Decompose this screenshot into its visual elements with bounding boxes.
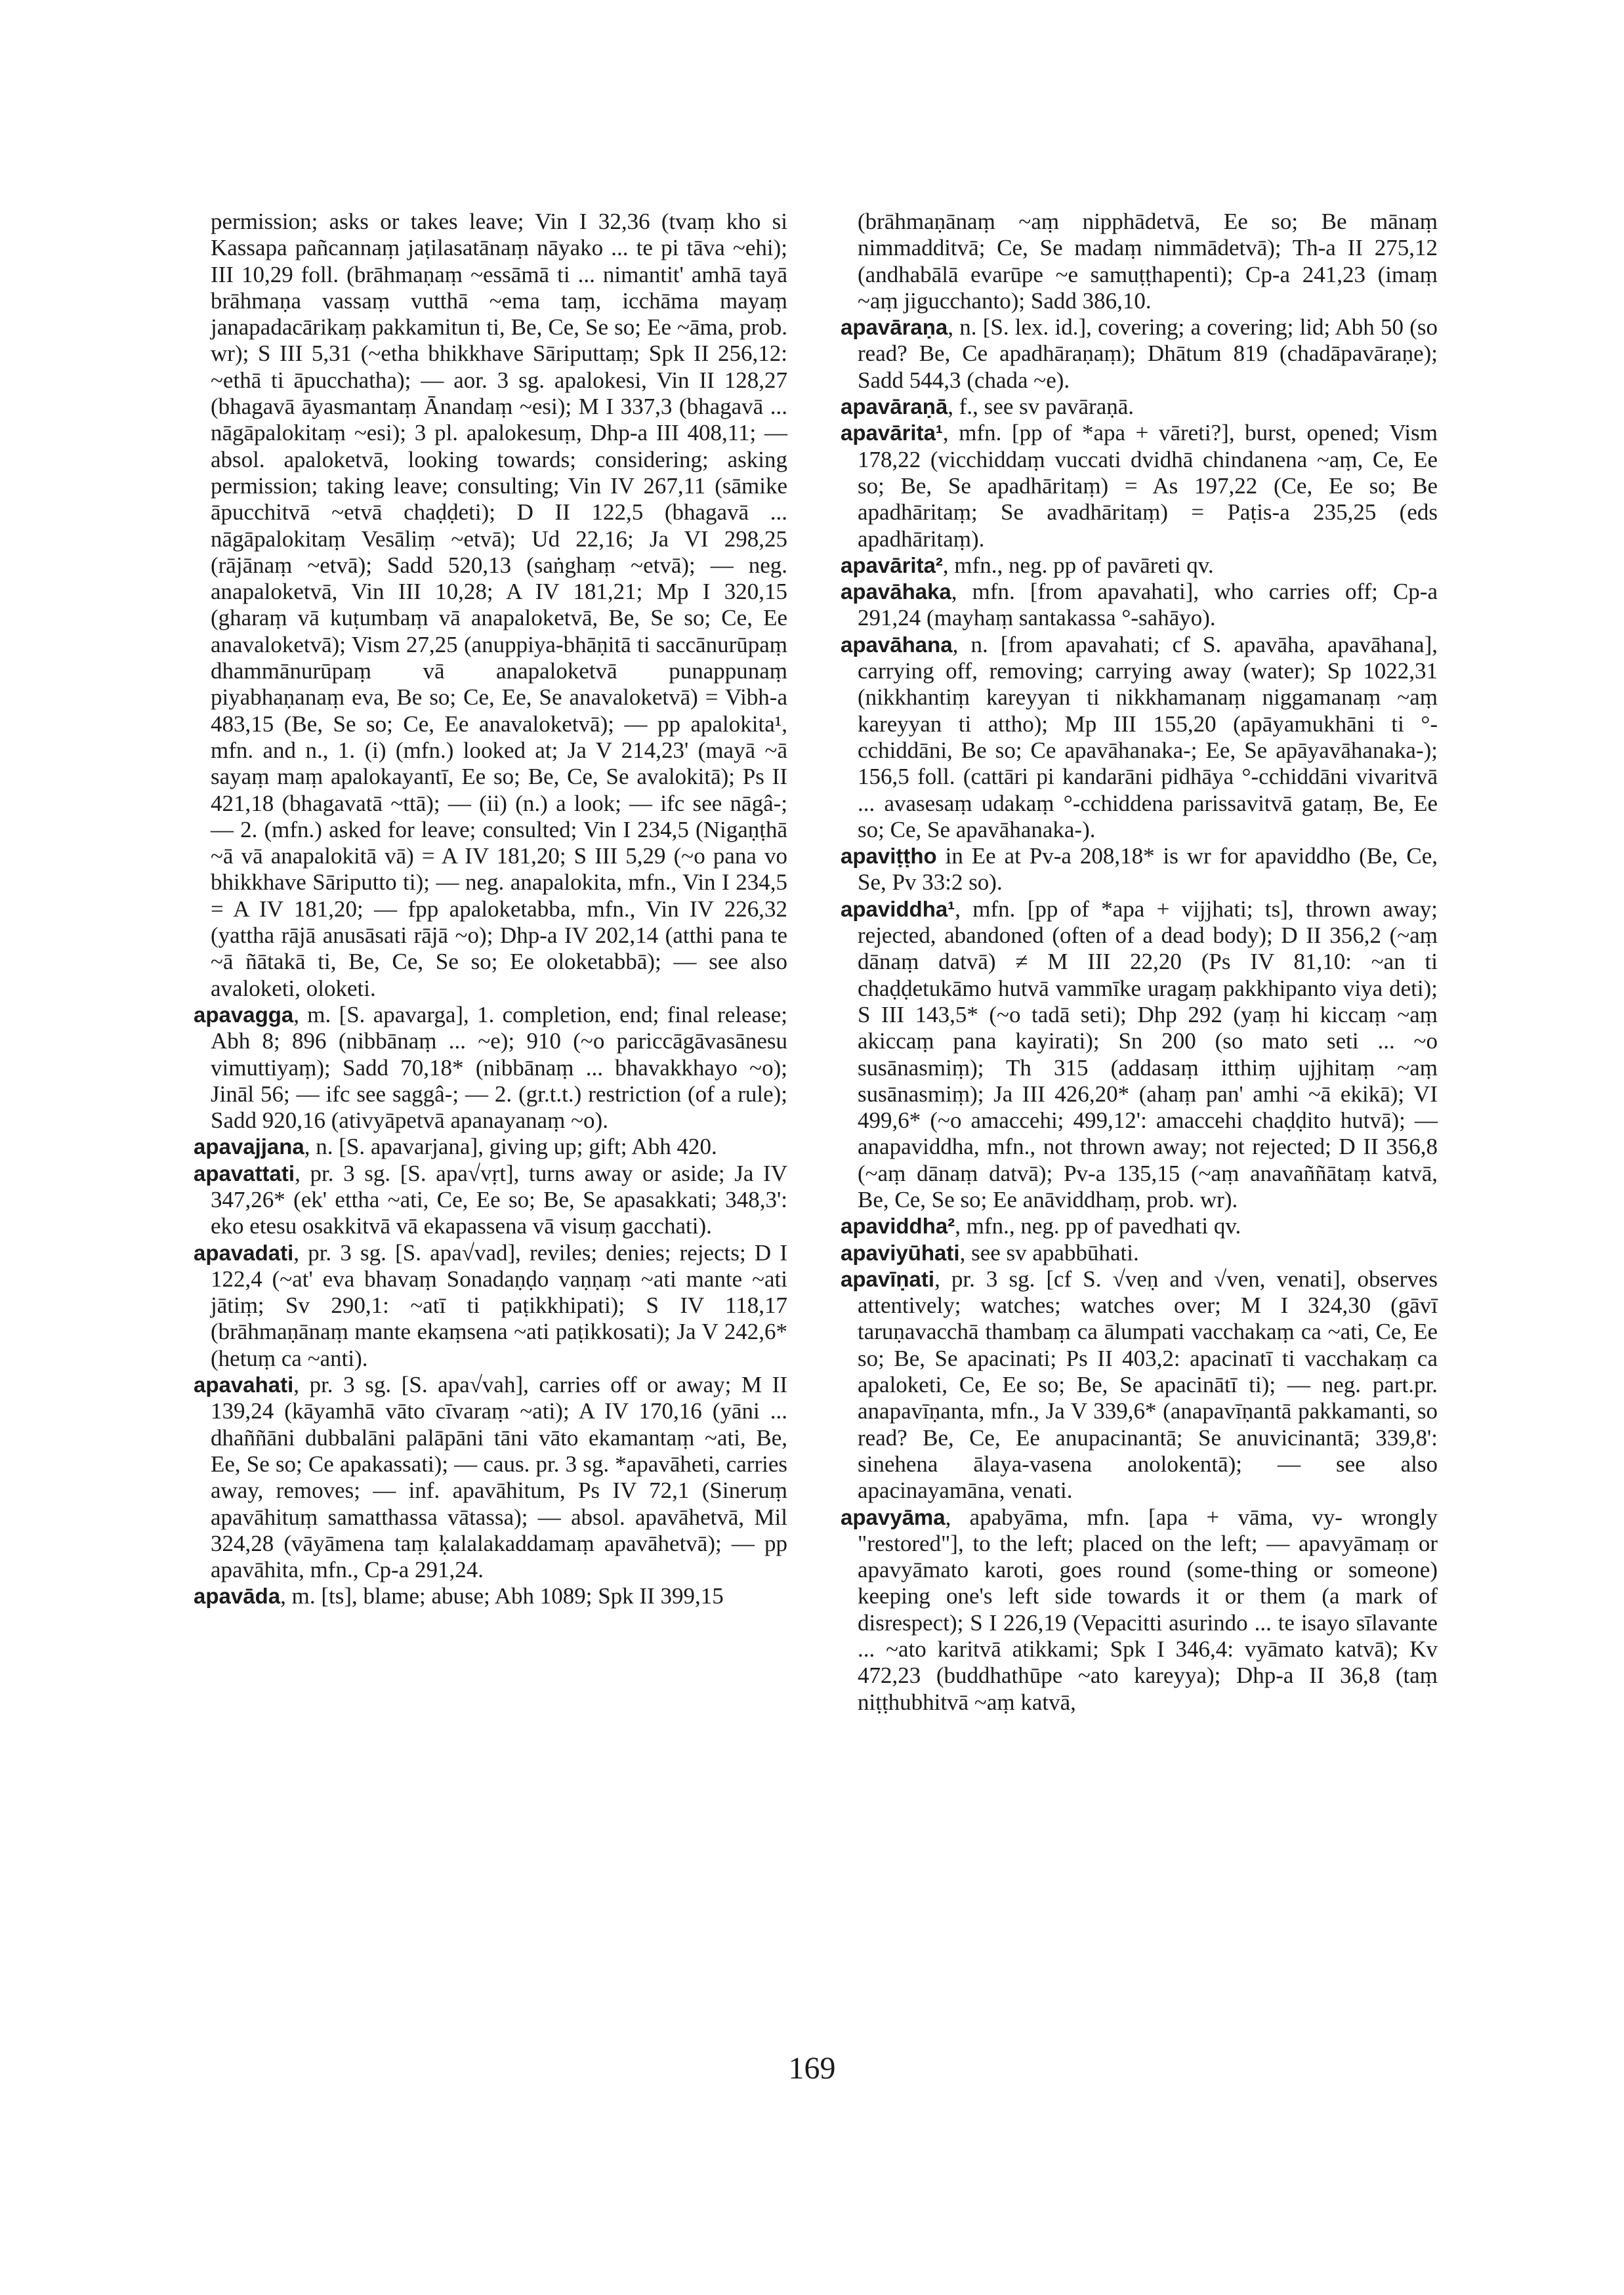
entry-body: , mfn., neg. pp of pavāreti qv. <box>942 552 1214 578</box>
dictionary-entry <box>194 1240 787 1372</box>
dictionary-entry <box>841 314 1438 394</box>
entry-body: , mfn., neg. pp of pavedhati qv. <box>955 1213 1241 1239</box>
entry-body: , apabyāma, mfn. [apa + vāma, vy- wrongly "restored"], to the left; placed on the left; — apavyāmaṃ or apavyāmato karoti, goes round (some-thing or someone) keeping one's left side towards it or them (a mark of disrespect); S I 226,19 (Vepacitti asurindo ... te isayo sīlavante ... ~ato karitvā atikkami; Spk I 346,4: vyāmato katvā); Kv 472,23 (buddhathūpe ~ato kareyya); Dhp-a II 36,8 (taṃ niṭṭhubhitvā ~aṃ katvā, <box>858 1504 1438 1715</box>
dictionary-entry <box>841 1213 1438 1239</box>
entry-headword: apaviddha² <box>841 1214 955 1239</box>
entry-body: , n. [S. apavarjana], giving up; gift; Abh 420. <box>304 1134 717 1160</box>
entry-headword: apavāhaka <box>841 579 951 604</box>
entry-body: , m. [S. apavarga], 1. completion, end; final release; Abh 8; 896 (nibbānaṃ ... ~e); 910 (~o pariccāgāvasānesu vimuttiyaṃ); Sadd 70,18* (nibbānaṃ ... bhavakkhayo ~o); Jināl 56; — ifc see saggâ-; — 2. (gr.t.t.) restriction (of a rule); Sadd 920,16 (ativyāpetvā apanayanaṃ ~o). <box>211 1001 787 1134</box>
entry-body: , n. [S. lex. id.], covering; a covering; lid; Abh 50 (so read? Be, Ce apadhāraṇaṃ); Dhātum 819 (chadāpavāraṇe); Sadd 544,3 (chada ~e). <box>858 314 1438 393</box>
entry-body: , pr. 3 sg. [S. apa√vad], reviles; denies; rejects; D I 122,4 (~at' eva bhavaṃ Sonadaṇḍo vaṇṇaṃ ~ati mante ~ati jātiṃ; Sv 290,1: ~atī ti paṭikkhipati); S IV 118,17 (brāhmaṇānaṃ mante ekaṃsena ~ati paṭikkosati); Ja V 242,6* (hetuṃ ca ~anti). <box>211 1239 787 1371</box>
entry-body: , mfn. [pp of *apa + vijjhati; ts], thrown away; rejected, abandoned (often of a dead body); D II 356,2 (~aṃ dānaṃ datvā) ≠ M III 22,20 (Ps IV 81,10: ~an ti chaḍḍetukāmo hutvā vammīke uragaṃ pakkhipanto viya deti); S III 143,5* (~o tadā seti); Dhp 292 (yaṃ hi kiccaṃ ~aṃ akiccaṃ pana kayirati); Sn 200 (so mato seti ... ~o susānasmiṃ); Th 315 (addasaṃ itthiṃ ujjhitaṃ ~aṃ susānasmiṃ); Ja III 426,20* (ahaṃ pan' amhi ~ā ekikā); VI 499,6* (~o amaccehi; 499,12': amaccehi chaḍḍito hutvā); — anapaviddha, mfn., not thrown away; not rejected; D II 356,8 (~aṃ dānaṃ datvā); Pv-a 135,15 (~aṃ anavaññātaṃ katvā, Be, Ce, Se so; Ee anāviddhaṃ, prob. wr). <box>858 896 1438 1212</box>
entry-body: , mfn. [from apavahati], who carries off; Cp-a 291,24 (mayhaṃ santakassa °-sahāyo). <box>858 579 1438 631</box>
entry-headword: apaviddha¹ <box>841 896 955 921</box>
dictionary-entry <box>841 632 1438 843</box>
dictionary-entry <box>841 1240 1438 1266</box>
entry-body: , mfn. [pp of *apa + vāreti?], burst, opened; Vism 178,22 (vicchiddaṃ vuccati dvidhā chindanena ~aṃ, Ce, Ee so; Be, Se apadhāritaṃ) = As 197,22 (Ce, Ee so; Be apadhāritaṃ; Se avadhāritaṃ) = Paṭis-a 235,25 (eds apadhāritaṃ). <box>858 420 1438 552</box>
entry-body: permission; asks or takes leave; Vin I 32,36 (tvaṃ kho si Kassapa pañcannaṃ jaṭilasatānaṃ nāyako ... te pi tāva ~ehi); III 10,29 foll. (brāhmaṇaṃ ~essāmā ti ... nimantit' amhā tayā brāhmaṇa vassaṃ vutthā ~ema taṃ, icchāma mayaṃ janapadacārikaṃ pakkamitun ti, Be, Ce, Se so; Ee ~āma, prob. wr); S III 5,31 (~etha bhikkhave Sāriputtaṃ; Spk II 256,12: ~ethā ti āpucchatha); — aor. 3 sg. apalokesi, Vin II 128,27 (bhagavā āyasmantaṃ Ānandaṃ ~esi); M I 337,3 (bhagavā ... nāgāpalokitaṃ ~esi); 3 pl. apalokesuṃ, Dhp-a III 408,11; — absol. apaloketvā, looking towards; considering; asking permission; taking leave; consulting; Vin IV 267,11 (sāmike āpucchitvā ~etvā chaḍḍeti); D II 122,5 (bhagavā ... nāgāpalokitaṃ Vesāliṃ ~etvā); Ud 22,16; Ja VI 298,25 (rājānaṃ ~etvā); Sadd 520,13 (saṅghaṃ ~etvā); — neg. anapaloketvā, Vin III 10,28; A IV 181,21; Mp I 320,15 (gharaṃ vā kuṭumbaṃ vā anapaloketvā, Be, Se so; Ce, Ee anavaloketvā); Vism 27,25 (anuppiya-bhāṇitā ti saccānurūpaṃ dhammānurūpaṃ vā anapaloketvā punappunaṃ piyabhaṇanaṃ eva, Be so; Ce, Ee, Se anavaloketvā) = Vibh-a 483,15 (Be, Se so; Ce, Ee anavaloketvā); — pp apalokita¹, mfn. and n., 1. (i) (mfn.) looked at; Ja V 214,23' (mayā ~ā sayaṃ maṃ apalokayantī, Ee so; Be, Ce, Se avalokitā); Ps II 421,18 (bhagavatā ~ttā); — (ii) (n.) a look; — ifc see nāgâ-; — 2. (mfn.) asked for leave; consulted; Vin I 234,5 (Nigaṇṭhā ~ā vā anapalokitā vā) = A IV 181,20; S III 5,29 (~o pana vo bhikkhave Sāriputto ti); — neg. anapalokita, mfn., Vin I 234,5 = A IV 181,20; — fpp apaloketabba, mfn., Vin IV 226,32 (yattha rājā anusāsati rājā ~o); Dhp-a IV 202,14 (atthi pana te ~ā ñātakā ti, Be, Ce, Se so; Ee oloketabbā); — see also avaloketi, oloketi. <box>211 209 787 1001</box>
dictionary-entry <box>194 1002 787 1134</box>
dictionary-entry <box>194 1583 787 1609</box>
dictionary-entry <box>841 843 1438 896</box>
entry-body: in Ee at Pv-a 208,18* is wr for apaviddho (Be, Ce, Se, Pv 33:2 so). <box>858 843 1438 896</box>
entry-headword: apavajjana <box>194 1134 304 1159</box>
page-number: 169 <box>788 2051 836 2086</box>
entry-body: (brāhmaṇānaṃ ~aṃ nipphādetvā, Ee so; Be mānaṃ nimmadditvā; Ce, Se madaṃ nimmādetvā); Th-a II 275,12 (andhabālā evarūpe ~e samuṭṭhapenti); Cp-a 241,23 (imaṃ ~aṃ jigucchanto); Sadd 386,10. <box>858 209 1438 314</box>
entry-body: , pr. 3 sg. [S. apa√vṛt], turns away or aside; Ja IV 347,26* (ek' ettha ~ati, Ce, Ee so; Be, Se apasakkati; 348,3': eko etesu osakkitvā vā ekapassena vā visuṃ gacchati). <box>211 1160 787 1239</box>
entry-headword: apavyāma <box>841 1504 946 1529</box>
entry-headword: apaviyūhati <box>841 1240 960 1265</box>
dictionary-entry <box>194 1372 787 1583</box>
entry-body: , pr. 3 sg. [S. apa√vah], carries off or away; M II 139,24 (kāyamhā vāto cīvaraṃ ~ati); A IV 170,16 (yāni ... dhaññāni dubbalāni palāpāni tāni vāto ekamantaṃ ~ati, Be, Ee, Se so; Ce apakassati); — caus. pr. 3 sg. *apavāheti, carries away, removes; — inf. apavāhitum, Ps IV 72,1 (Sineruṃ apavāhituṃ samatthassa vātassa); — absol. apavāhetvā, Mil 324,28 (vāyāmena taṃ ḳalalakaddamaṃ apavāhetvā); — pp apavāhita, mfn., Cp-a 291,24. <box>211 1372 787 1583</box>
dictionary-entry <box>841 579 1438 632</box>
dictionary-entry <box>841 1504 1438 1716</box>
entry-headword: apavāda <box>194 1584 281 1609</box>
dictionary-entry <box>841 896 1438 1214</box>
dictionary-entry <box>194 1161 787 1240</box>
entry-headword: apavahati <box>194 1373 294 1397</box>
dictionary-entry <box>841 394 1438 420</box>
entry-headword: apavāhana <box>841 632 953 657</box>
dictionary-entry <box>194 1134 787 1160</box>
entry-headword: apavāraṇa <box>841 315 948 340</box>
entry-body: , f., see sv pavāraṇā. <box>947 394 1135 420</box>
entry-body: , see sv apabbūhati. <box>959 1239 1139 1266</box>
entry-headword: apavāraṇā <box>841 394 948 419</box>
entry-body: , pr. 3 sg. [cf S. √veṇ and √ven, venati], observes attentively; watches; watches over; M I 324,30 (gāvī taruṇavacchā thambaṃ ca ālumpati vacchakaṃ ca ~ati, Ce, Ee so; Be, Se apacinati; Ps II 403,2: apacinatī ti vacchakaṃ ca apaloketi, Ce, Ee so; Be, Se apacinātī ti); — neg. part.pr. anapavīṇanta, mfn., Ja V 339,6* (anapavīṇantā pakkamanti, so read? Be, Ce, Ee anupacinantā; Se anuvicinantā; 339,8': sinehena ālaya-vasena anolokentā); — see also apacinayamāna, venati. <box>858 1266 1438 1504</box>
entry-headword: apavagga <box>194 1002 294 1027</box>
entry-headword: apavīṇati <box>841 1266 935 1291</box>
right-column <box>841 209 1438 1716</box>
dictionary-entry <box>841 1266 1438 1504</box>
entry-headword: apavadati <box>194 1240 294 1265</box>
entry-body: , m. [ts], blame; abuse; Abh 1089; Spk II 399,15 <box>280 1583 724 1609</box>
entry-headword: apavārita² <box>841 552 943 577</box>
entry-body: , n. [from apavahati; cf S. apavāha, apavāhana], carrying off, removing; carrying away (water); Sp 1022,31 (nikkhantiṃ kareyyan ti nikkhamanaṃ niggamanaṃ ~aṃ kareyyan ti attho); Mp III 155,20 (apāyamukhāni ti °-cchiddāni, Be so; Ce apavāhanaka-; Ee, Se apāyavāhanaka-); 156,5 foll. (cattāri pi kandarāni pidhāya °-cchiddāni vivaritvā ... avasesaṃ udakaṃ °-cchiddena parissavitvā gataṃ, Be, Ee so; Ce, Se apavāhanaka-). <box>858 631 1438 842</box>
dictionary-entry <box>841 420 1438 552</box>
entry-headword: apavārita¹ <box>841 421 943 445</box>
entry-headword: apavattati <box>194 1161 295 1186</box>
entry-continuation <box>194 209 787 1002</box>
left-column <box>194 209 787 1610</box>
dictionary-entry <box>841 552 1438 579</box>
entry-headword: apaviṭṭho <box>841 844 937 869</box>
entry-continuation <box>841 209 1438 314</box>
